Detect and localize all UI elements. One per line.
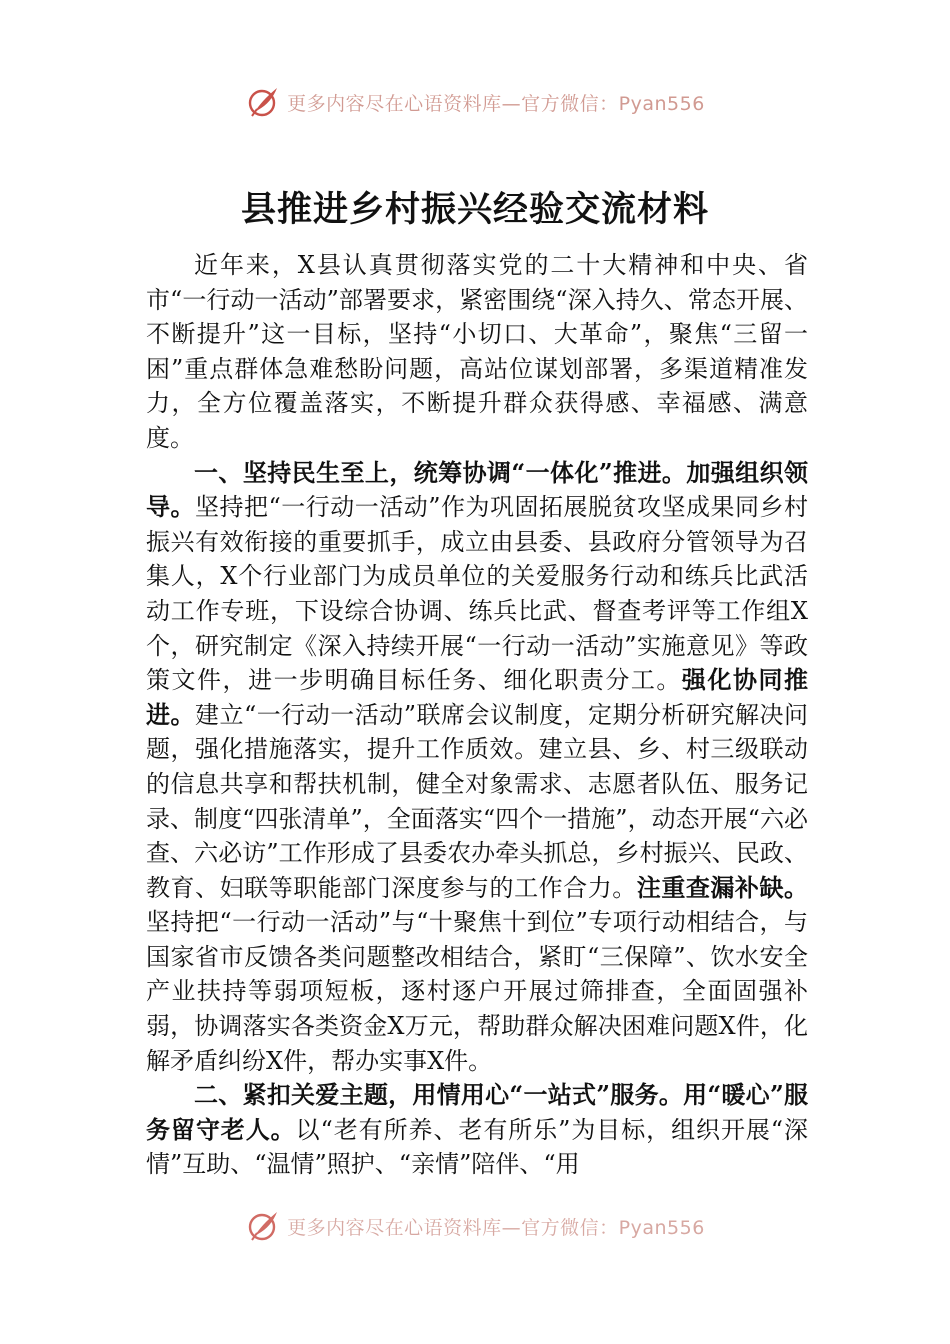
section-2-paragraph bbox=[146, 1078, 808, 1182]
section-1-text-3: 坚持把“一行动一活动”与“十聚焦十到位”专项行动相结合，与国家省市反馈各类问题整改相结合，紧盯“三保障”、饮水安全产业扶持等弱项短板，逐村逐户开展过筛排查，全面固强补弱，协调落实各类资金X万元，帮助群众解决困难问题X件，化解矛盾纠纷X件，帮办实事X件。 bbox=[146, 908, 808, 1075]
section-1-text-1: 坚持把“一行动一活动”作为巩固拓展脱贫攻坚成果同乡村振兴有效衔接的重要抓手，成立由县委、县政府分管领导为召集人，X个行业部门为成员单位的关爱服务行动和练兵比武活动工作专班，下设综合协调、练兵比武、督查考评等工作组X个，研究制定《深入持续开展“一行动一活动”实施意见》等政策文件，进一步明确目标任务、细化职责分工。 bbox=[146, 493, 808, 695]
watermark-text: 更多内容尽在心语资料库—官方微信：Pyan556 bbox=[287, 92, 705, 115]
document-body bbox=[146, 248, 808, 1182]
section-1-subtitle-3: 注重查漏补缺。 bbox=[636, 872, 809, 902]
watermark-header bbox=[0, 84, 950, 120]
section-2-heading: 二、紧扣关爱主题，用情用心“一站式”服务。 bbox=[194, 1080, 684, 1110]
section-1-subtitle-1: 加强组织领导。 bbox=[146, 457, 809, 522]
section-1-subtitle-2: 强化协同推进。 bbox=[146, 665, 809, 729]
quill-logo-icon bbox=[245, 1208, 281, 1244]
quill-logo-icon bbox=[245, 84, 281, 120]
watermark-text: 更多内容尽在心语资料库—官方微信：Pyan556 bbox=[287, 1216, 705, 1239]
watermark-footer bbox=[0, 1208, 950, 1244]
section-1-paragraph bbox=[146, 456, 808, 1079]
section-1-text-2: 建立“一行动一活动”联席会议制度，定期分析研究解决问题，强化措施落实，提升工作质效。建立县、乡、村三级联动的信息共享和帮扶机制，健全对象需求、志愿者队伍、服务记录、制度“四张清单”，全面落实“四个一措施”，动态开展“六必查、六必访”工作形成了县委农办牵头抓总，乡村振兴、民政、教育、妇联等职能部门深度参与的工作合力。 bbox=[146, 700, 808, 902]
section-2-subtitle-1: 用“暖心”服务留守老人。 bbox=[146, 1080, 809, 1144]
intro-paragraph: 近年来，X县认真贯彻落实党的二十大精神和中央、省市“一行动一活动”部署要求，紧密围绕“深入持久、常态开展、不断提升”这一目标，坚持“小切口、大革命”，聚焦“三留一困”重点群体急难愁盼问题，高站位谋划部署，多渠道精准发力，全方位覆盖落实，不断提升群众获得感、幸福感、满意度。 bbox=[146, 251, 808, 452]
section-2-text-1: 以“老有所养、老有所乐”为目标，组织开展“深情”互助、“温情”照护、“亲情”陪伴、“用 bbox=[146, 1115, 809, 1179]
document-title: 县推进乡村振兴经验交流材料 bbox=[240, 189, 709, 230]
section-1-heading: 一、坚持民生至上，统筹协调“一体化”推进。 bbox=[194, 457, 687, 487]
